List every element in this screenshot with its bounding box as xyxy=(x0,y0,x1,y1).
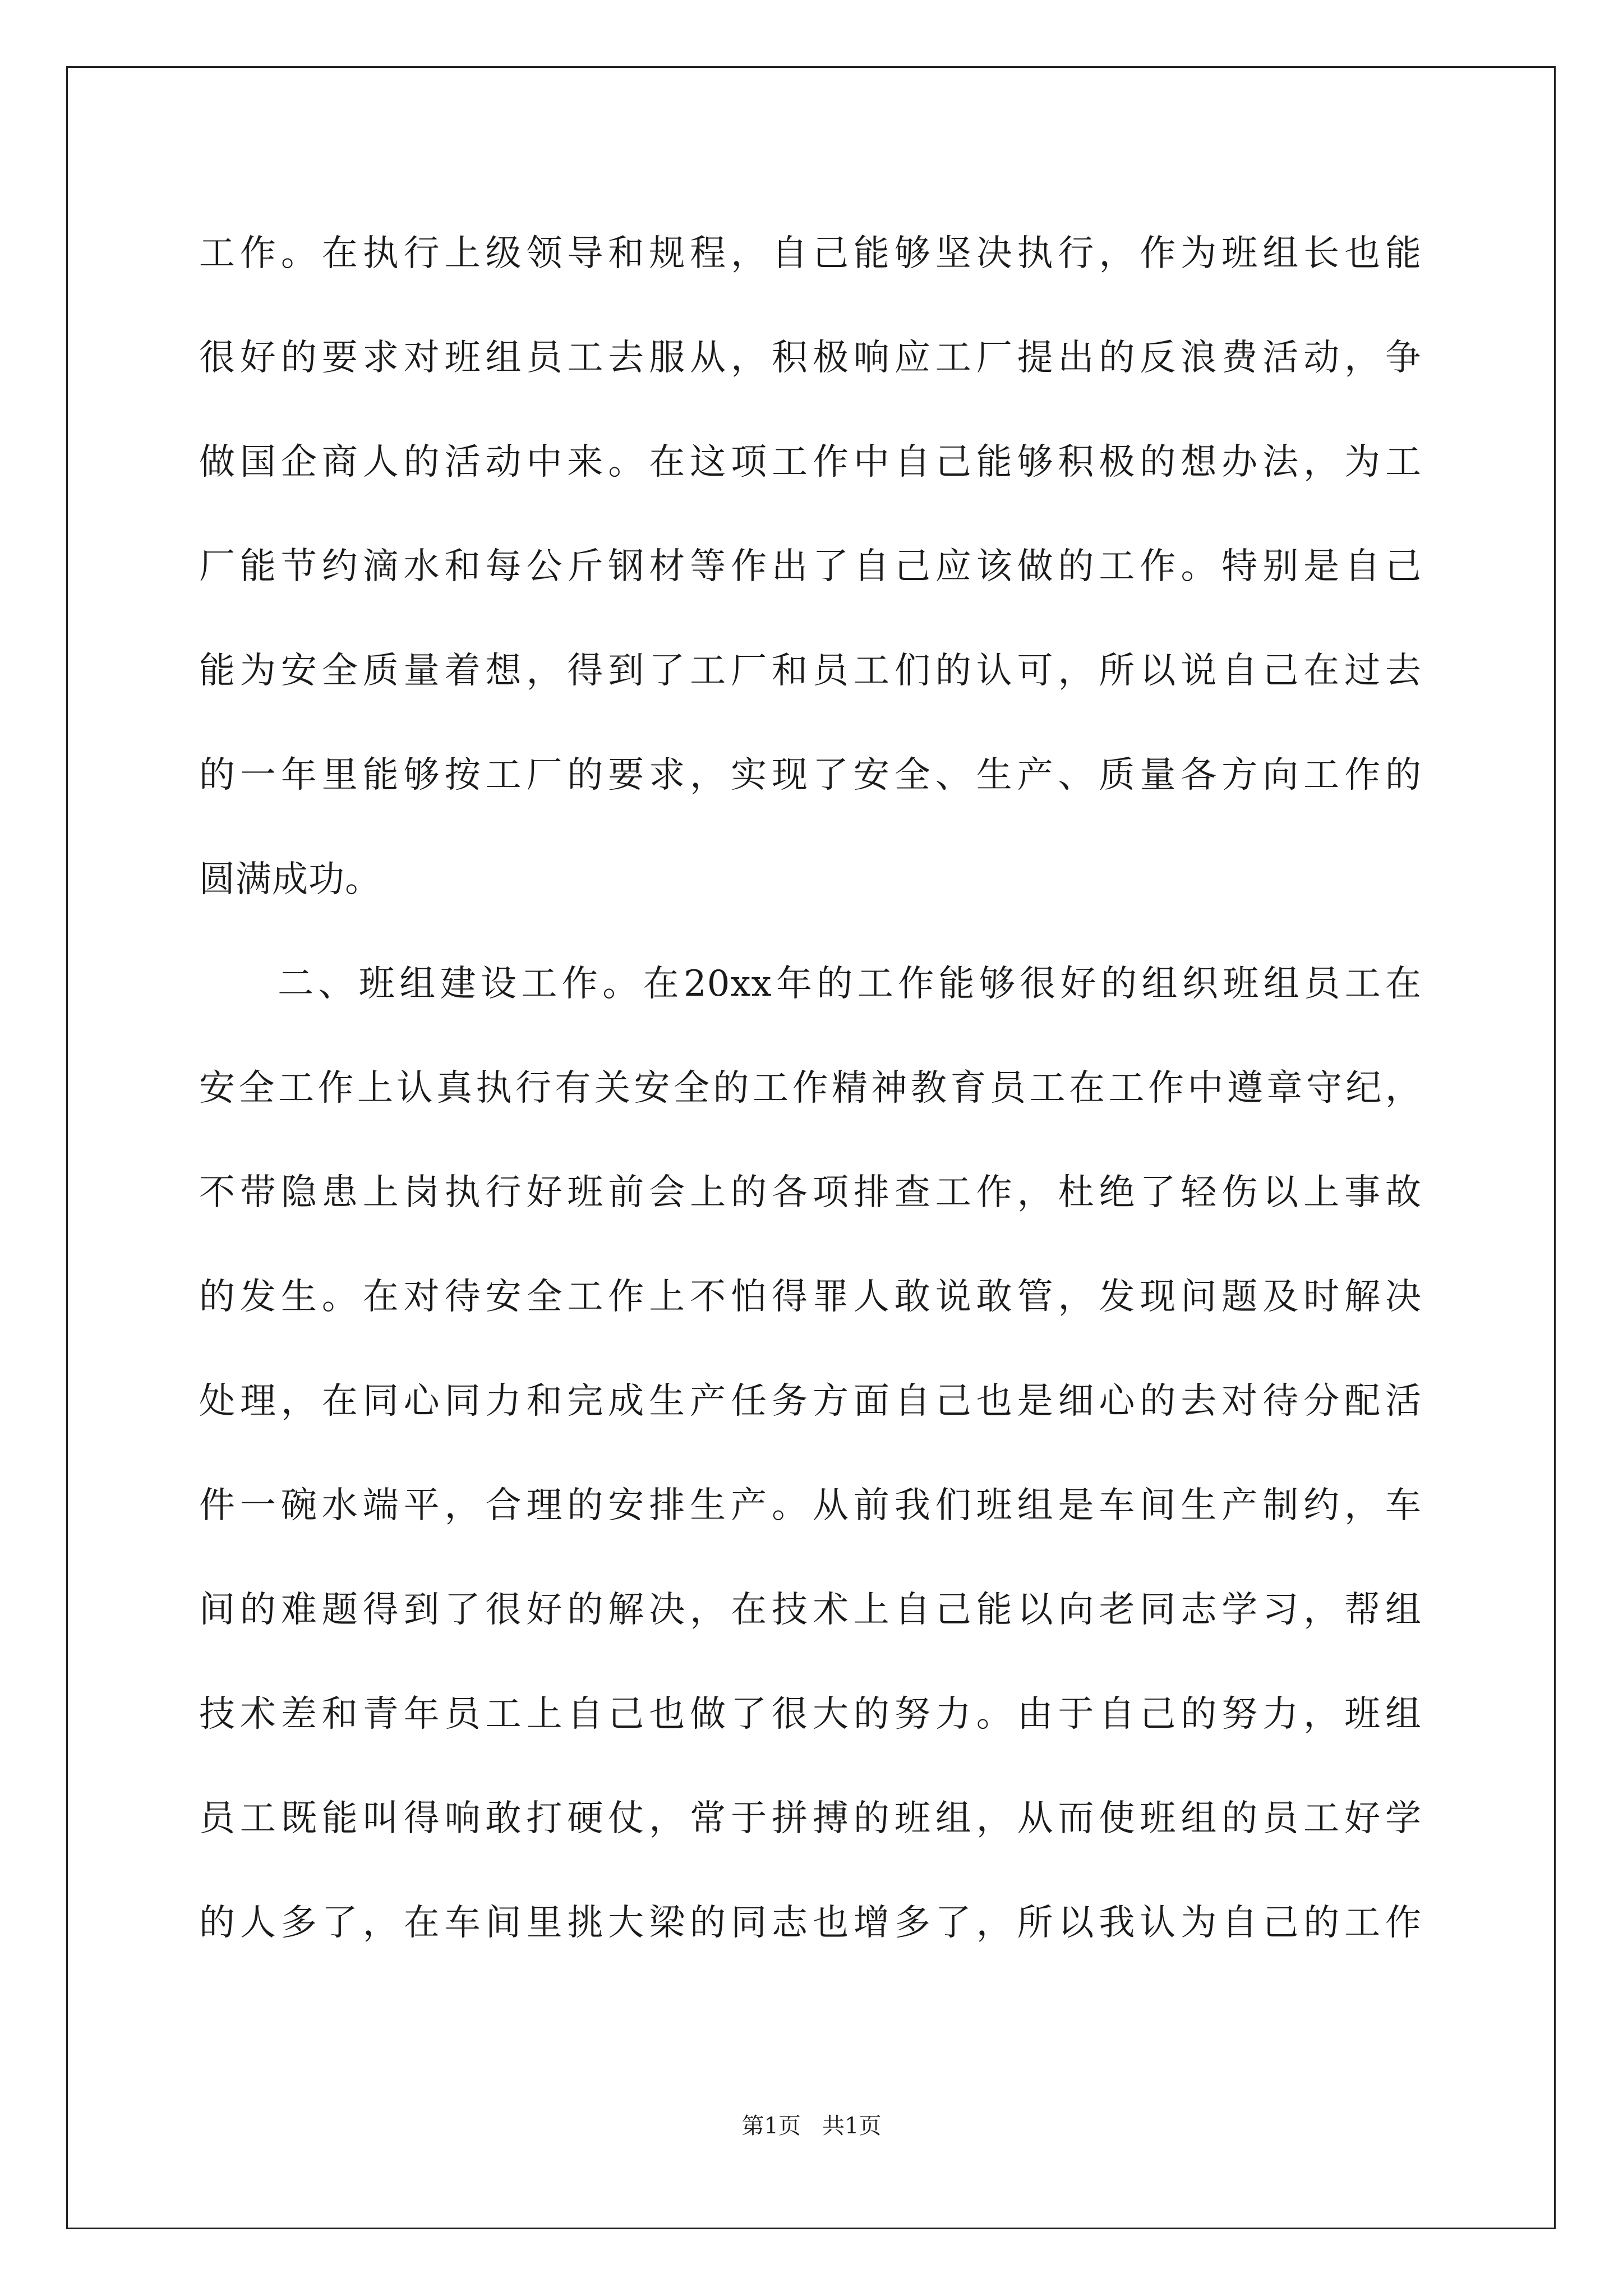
body-line: 处理，在同心同力和完成生产任务方面自己也是细心的去对待分配活 xyxy=(199,1381,1422,1422)
body-line: 的一年里能够按工厂的要求，实现了安全、生产、质量各方向工作的 xyxy=(199,754,1422,796)
body-line: 厂能节约滴水和每公斤钢材等作出了自己应该做的工作。特别是自己 xyxy=(199,546,1422,587)
page-number-footer: 第1页 共1页 xyxy=(741,2113,882,2139)
section-heading-line: 二、班组建设工作。在20xx年的工作能够很好的组织班组员工在 xyxy=(278,963,1422,1005)
body-line: 做国企商人的活动中来。在这项工作中自己能够积极的想办法，为工 xyxy=(199,441,1422,483)
body-line: 不带隐患上岗执行好班前会上的各项排查工作，杜绝了轻伤以上事故 xyxy=(199,1172,1422,1213)
body-line: 很好的要求对班组员工去服从，积极响应工厂提出的反浪费活动，争 xyxy=(199,337,1422,379)
body-line: 的发生。在对待安全工作上不怕得罪人敢说敢管，发现问题及时解决 xyxy=(199,1276,1422,1318)
body-line: 件一碗水端平，合理的安排生产。从前我们班组是车间生产制约，车 xyxy=(199,1485,1422,1526)
body-line: 工作。在执行上级领导和规程，自己能够坚决执行，作为班组长也能 xyxy=(199,233,1422,274)
body-line: 员工既能叫得响敢打硬仗，常于拼搏的班组，从而使班组的员工好学 xyxy=(199,1798,1422,1839)
body-line: 安全工作上认真执行有关安全的工作精神教育员工在工作中遵章守纪， xyxy=(199,1068,1422,1109)
body-line: 间的难题得到了很好的解决，在技术上自己能以向老同志学习，帮组 xyxy=(199,1589,1422,1631)
body-line: 圆满成功。 xyxy=(199,859,381,900)
body-line: 技术差和青年员工上自己也做了很大的努力。由于自己的努力，班组 xyxy=(199,1694,1422,1735)
body-line: 的人多了，在车间里挑大梁的同志也增多了，所以我认为自己的工作 xyxy=(199,1902,1422,1944)
body-line: 能为安全质量着想，得到了工厂和员工们的认可，所以说自己在过去 xyxy=(199,650,1422,692)
